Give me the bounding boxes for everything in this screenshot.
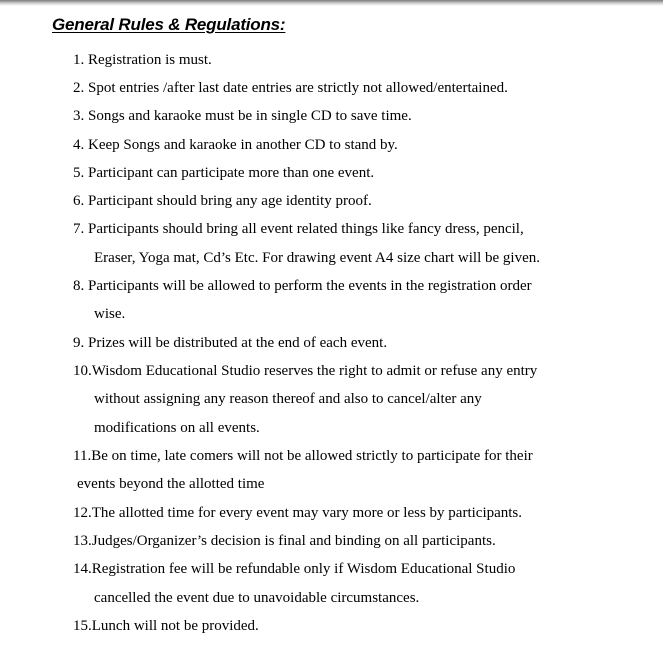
rule-7-line: 7. Participants should bring all event related things like fancy dress, pencil, <box>73 221 524 237</box>
rule-8-continuation: wise. <box>94 306 126 322</box>
rule-11-line: 11.Be on time, late comers will not be allowed strictly to participate for their <box>73 448 533 464</box>
rule-15-line: 15.Lunch will not be provided. <box>73 618 259 634</box>
rule-5-line: 5. Participant can participate more than one event. <box>73 165 375 181</box>
top-border <box>0 0 663 6</box>
rule-4-line: 4. Keep Songs and karaoke in another CD to stand by. <box>73 137 398 153</box>
rule-10-line: 10.Wisdom Educational Studio reserves the right to admit or refuse any entry <box>73 363 538 379</box>
rule-10-continuation-2: modifications on all events. <box>94 420 260 436</box>
rule-14-line: 14.Registration fee will be refundable only if Wisdom Educational Studio <box>73 561 516 577</box>
rule-13-line: 13.Judges/Organizer’s decision is final and binding on all participants. <box>73 533 496 549</box>
rule-14-continuation: cancelled the event due to unavoidable circumstances. <box>94 590 420 606</box>
rule-8-line: 8. Participants will be allowed to perform the events in the registration order <box>73 278 532 294</box>
rule-12-line: 12.The allotted time for every event may vary more or less by participants. <box>73 505 523 521</box>
rule-11-continuation: events beyond the allotted time <box>77 476 265 492</box>
rule-7-continuation: Eraser, Yoga mat, Cd’s Etc. For drawing event A4 size chart will be given. <box>94 250 540 266</box>
rule-2-line: 2. Spot entries /after last date entries are strictly not allowed/entertained. <box>73 80 508 96</box>
rule-3-line: 3. Songs and karaoke must be in single CD to save time. <box>73 108 412 124</box>
rule-10-continuation-1: without assigning any reason thereof and also to cancel/alter any <box>94 391 482 407</box>
rule-1-line: 1. Registration is must. <box>73 52 212 68</box>
page-title: General Rules & Regulations: <box>52 15 286 34</box>
rule-6-line: 6. Participant should bring any age identity proof. <box>73 193 372 209</box>
rule-9-line: 9. Prizes will be distributed at the end of each event. <box>73 335 388 351</box>
